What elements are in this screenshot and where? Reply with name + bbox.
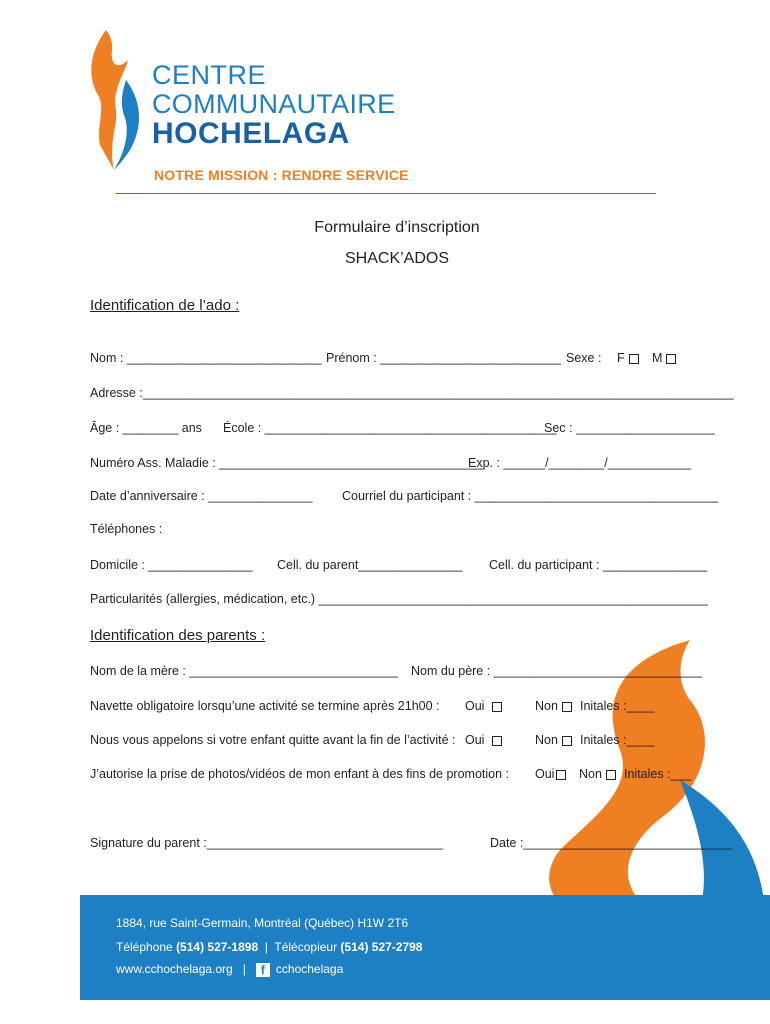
- checkbox-photos-oui[interactable]: [556, 770, 566, 780]
- sexe-m-option[interactable]: [652, 351, 676, 365]
- prenom-field[interactable]: Prénom : __________________________: [326, 351, 561, 365]
- tel-number[interactable]: (514) 527-1898: [176, 940, 259, 954]
- checkbox-navette-non[interactable]: [562, 702, 572, 712]
- non-label: Non: [535, 733, 558, 747]
- sexe-m-label: M: [652, 351, 663, 365]
- appel-oui[interactable]: [465, 733, 502, 747]
- oui-label: Oui: [465, 699, 485, 713]
- logo-line1: CENTRE: [152, 60, 267, 90]
- website-link[interactable]: www.cchochelaga.org: [116, 962, 233, 976]
- courriel-field[interactable]: Courriel du participant : ___________________________________: [342, 489, 719, 503]
- form-subtitle: SHACK’ADOS: [344, 250, 450, 267]
- fax-label: Télécopieur: [274, 940, 338, 954]
- navette-oui[interactable]: [465, 699, 502, 713]
- photos-label: J’autorise la prise de photos/vidéos de mon enfant à des fins de promotion :: [90, 767, 510, 781]
- appel-initiales-field[interactable]: Initales :____: [580, 733, 655, 747]
- footer-address: 1884, rue Saint-Germain, Montréal (Québec) H1W 2T6: [116, 916, 409, 930]
- logo-line3: HOCHELAGA: [152, 117, 350, 150]
- sec-field[interactable]: Sec : ____________________: [544, 421, 715, 435]
- date-field[interactable]: Date :______________________________: [490, 836, 732, 850]
- checkbox-photos-non[interactable]: [606, 770, 616, 780]
- footer-phones: [116, 940, 422, 954]
- facebook-handle[interactable]: cchochelaga: [275, 962, 344, 976]
- facebook-icon: f: [256, 963, 270, 977]
- logo-line2: COMMUNAUTAIRE: [152, 89, 396, 119]
- particularites-field[interactable]: Particularités (allergies, médication, etc.) ________________________________________________________: [90, 592, 708, 606]
- domicile-field[interactable]: Domicile : _______________: [90, 558, 253, 572]
- exp-field[interactable]: Exp. : ______/________/____________: [468, 456, 692, 470]
- ramq-field[interactable]: Numéro Ass. Maladie : ______________________________________: [90, 456, 484, 470]
- cell-parent-field[interactable]: Cell. du parent_______________: [277, 558, 463, 572]
- oui-label: Oui: [535, 767, 555, 781]
- header-divider: [116, 193, 656, 194]
- footer-separator: |: [242, 962, 246, 976]
- sexe-label: Sexe :: [566, 351, 602, 365]
- navette-initiales-field[interactable]: Initales :____: [580, 699, 655, 713]
- nom-field[interactable]: Nom : ____________________________: [90, 351, 322, 365]
- appel-label: Nous vous appelons si votre enfant quitte avant la fin de l’activité :: [90, 733, 456, 747]
- footer-web-row: [116, 962, 343, 977]
- checkbox-m[interactable]: [666, 354, 676, 364]
- checkbox-f[interactable]: [629, 354, 639, 364]
- anniversaire-field[interactable]: Date d’anniversaire : _______________: [90, 489, 313, 503]
- appel-non[interactable]: [535, 733, 572, 747]
- checkbox-appel-non[interactable]: [562, 736, 572, 746]
- photos-oui[interactable]: [535, 767, 566, 781]
- navette-label: Navette obligatoire lorsqu’une activité se termine après 21h00 :: [90, 699, 440, 713]
- mission-tagline: NOTRE MISSION : RENDRE SERVICE: [154, 167, 409, 183]
- mere-field[interactable]: Nom de la mère : ______________________________: [90, 664, 398, 678]
- pere-field[interactable]: Nom du père : ______________________________: [411, 664, 703, 678]
- checkbox-navette-oui[interactable]: [492, 702, 502, 712]
- sexe-f-option[interactable]: [617, 351, 639, 365]
- checkbox-appel-oui[interactable]: [492, 736, 502, 746]
- navette-non[interactable]: [535, 699, 572, 713]
- adresse-field[interactable]: Adresse :_____________________________________________________________________________________: [90, 386, 734, 400]
- form-title: Formulaire d’inscription: [314, 219, 480, 236]
- fax-number: (514) 527-2798: [340, 940, 423, 954]
- non-label: Non: [535, 699, 558, 713]
- parents-section-heading: Identification des parents :: [90, 627, 266, 644]
- footer-separator: |: [264, 940, 268, 954]
- sexe-f-label: F: [617, 351, 625, 365]
- tel-label: Téléphone: [116, 940, 173, 954]
- age-field[interactable]: Âge : ________ ans: [90, 421, 202, 435]
- footer-banner: [80, 895, 770, 1000]
- oui-label: Oui: [465, 733, 485, 747]
- photos-initiales-field[interactable]: Initales :___: [624, 767, 692, 781]
- photos-non[interactable]: [579, 767, 616, 781]
- ecole-field[interactable]: École : __________________________________________: [223, 421, 557, 435]
- telephones-label: Téléphones :: [90, 522, 163, 536]
- signature-field[interactable]: Signature du parent :__________________________________: [90, 836, 444, 850]
- ado-section-heading: Identification de l’ado :: [90, 297, 240, 314]
- flame-logo-icon: [86, 30, 146, 170]
- non-label: Non: [579, 767, 602, 781]
- cell-participant-field[interactable]: Cell. du participant : _______________: [489, 558, 708, 572]
